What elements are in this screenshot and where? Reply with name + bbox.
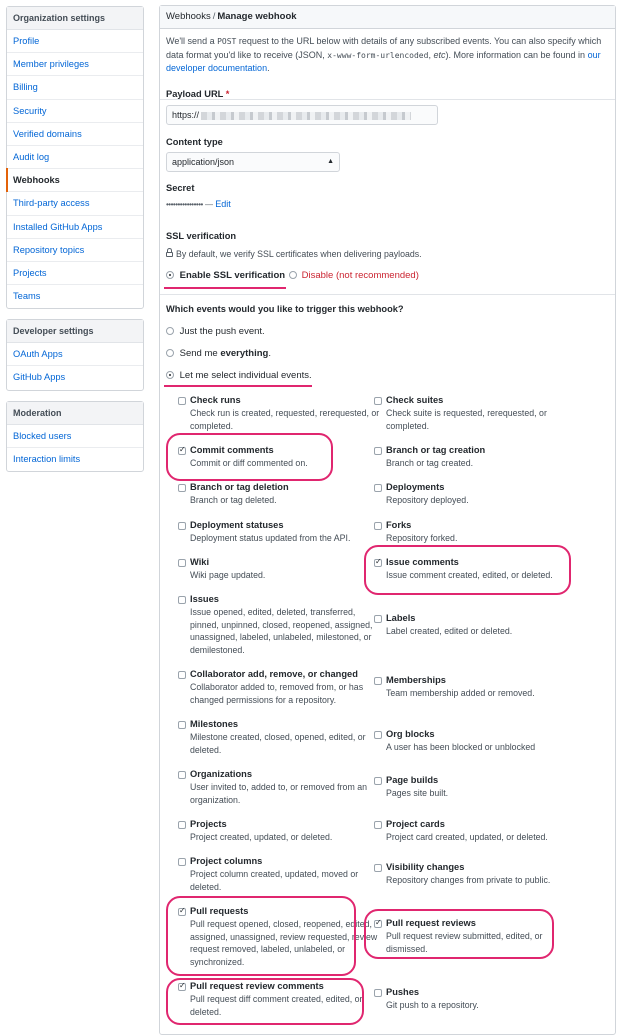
sidebar-item-projects[interactable]: Projects <box>7 262 143 285</box>
moderation-menu <box>6 401 144 472</box>
event-title-check-runs[interactable]: Check runs <box>190 395 241 405</box>
event-title-page-builds[interactable]: Page builds <box>386 775 439 785</box>
content-type-value: application/json <box>172 157 235 167</box>
event-desc-labels: Label created, edited or deleted. <box>386 626 513 636</box>
checkbox-organizations[interactable] <box>178 771 186 779</box>
lock-icon <box>166 252 173 257</box>
checkbox-milestones[interactable] <box>178 721 186 729</box>
highlight-pr-review-comments <box>166 978 364 1025</box>
event-desc-deployment-statuses: Deployment status updated from the API. <box>190 533 351 543</box>
event-title-project-columns[interactable]: Project columns <box>190 856 263 866</box>
event-desc-memberships: Team membership added or removed. <box>386 688 535 698</box>
sidebar-item-verified-domains[interactable]: Verified domains <box>7 123 143 146</box>
highlight-commit-comments <box>166 433 333 481</box>
payload-url-label <box>166 89 229 99</box>
checkbox-project-cards[interactable] <box>374 821 382 829</box>
content-type-select[interactable] <box>166 152 340 172</box>
event-title-organizations[interactable]: Organizations <box>190 769 252 779</box>
checkbox-projects[interactable] <box>178 821 186 829</box>
event-desc-pull-request-review-comments: Pull request diff comment created, edited, or deleted. <box>190 994 363 1017</box>
intro-code-post: POST <box>217 37 237 46</box>
checkbox-forks[interactable] <box>374 522 382 530</box>
event-desc-project-columns: Project column created, updated, moved or deleted. <box>190 869 359 892</box>
event-title-pull-request-reviews[interactable]: Pull request reviews <box>386 918 476 928</box>
highlight-pull-requests <box>166 896 356 976</box>
event-title-issues[interactable]: Issues <box>190 594 219 604</box>
manage-webhook-panel <box>159 5 616 1035</box>
everything-radio[interactable] <box>166 349 174 357</box>
ssl-disable-note: (not recommended) <box>335 270 419 281</box>
event-title-pull-request-review-comments[interactable]: Pull request review comments <box>190 981 324 991</box>
checkbox-branch-or-tag-creation[interactable] <box>374 447 382 455</box>
event-title-issue-comments[interactable]: Issue comments <box>386 557 459 567</box>
checkbox-deployment-statuses[interactable] <box>178 522 186 530</box>
checkbox-branch-or-tag-deletion[interactable] <box>178 484 186 492</box>
event-option-push[interactable] <box>166 326 265 337</box>
sidebar-item-billing[interactable]: Billing <box>7 76 143 99</box>
payload-url-input[interactable] <box>166 105 438 125</box>
checkbox-collaborator-add-remove-or-changed[interactable] <box>178 671 186 679</box>
ssl-disable-radio[interactable] <box>289 271 297 279</box>
developer-settings-menu <box>6 319 144 390</box>
checkbox-check-suites[interactable] <box>374 397 382 405</box>
checkbox-issues[interactable] <box>178 596 186 604</box>
event-title-wiki[interactable]: Wiki <box>190 557 210 567</box>
intro-part: , <box>428 49 434 60</box>
intro-etc: etc <box>433 49 446 60</box>
event-title-collaborator-add-remove-or-changed[interactable]: Collaborator add, remove, or changed <box>190 669 358 679</box>
checkbox-check-runs[interactable] <box>178 397 186 405</box>
secret-masked-value: •••••••••••••••• <box>166 200 203 209</box>
highlight-issue-comments <box>364 545 571 595</box>
sidebar-item-interaction-limits[interactable]: Interaction limits <box>13 453 81 464</box>
sidebar-item-blocked-users[interactable]: Blocked users <box>7 425 143 448</box>
secret-label: Secret <box>166 183 195 193</box>
secret-dash: — <box>202 200 216 209</box>
event-desc-page-builds: Pages site built. <box>386 788 449 798</box>
event-desc-forks: Repository forked. <box>386 533 458 543</box>
event-title-deployment-statuses[interactable]: Deployment statuses <box>190 520 284 530</box>
ssl-disable-option[interactable] <box>289 270 419 281</box>
ssl-note-text: By default, we verify SSL certificates when delivering payloads. <box>176 249 422 259</box>
moderation-heading: Moderation <box>7 402 143 425</box>
push-only-radio[interactable] <box>166 327 174 335</box>
event-desc-check-runs: Check run is created, requested, rerequested, or completed. <box>190 408 380 431</box>
select-individual-label: Let me select individual events. <box>179 370 312 381</box>
intro-part: . <box>267 63 270 74</box>
event-desc-commit-comments: Commit or diff commented on. <box>190 458 308 468</box>
checkbox-project-columns[interactable] <box>178 858 186 866</box>
event-title-project-cards[interactable]: Project cards <box>386 819 445 829</box>
content-type-label: Content type <box>166 137 223 147</box>
event-desc-pull-request-reviews: Pull request review submitted, edited, or dismissed. <box>386 931 543 954</box>
checkbox-visibility-changes[interactable] <box>374 864 382 872</box>
checkbox-deployments[interactable] <box>374 484 382 492</box>
sidebar-item-installed-github-apps[interactable]: Installed GitHub Apps <box>7 216 143 239</box>
divider <box>160 294 615 295</box>
ssl-verification-label: SSL verification <box>166 231 237 241</box>
event-desc-deployments: Repository deployed. <box>386 495 469 505</box>
sidebar-item-profile[interactable]: Profile <box>7 30 143 53</box>
event-desc-pushes: Git push to a repository. <box>386 1000 479 1010</box>
checkbox-memberships[interactable] <box>374 677 382 685</box>
org-settings-heading: Organization settings <box>7 7 143 30</box>
required-marker: * <box>225 89 230 99</box>
highlight-underline <box>164 385 312 387</box>
breadcrumb-webhooks-link[interactable]: Webhooks <box>166 11 211 22</box>
everything-label-suffix: . <box>268 348 271 359</box>
sidebar-item-audit-log[interactable]: Audit log <box>7 146 143 169</box>
event-desc-pull-requests: Pull request opened, closed, reopened, edited, assigned, unassigned, review requested, review request removed, labeled, unlabeled, or synchronized. <box>190 919 378 967</box>
event-title-branch-or-tag-creation[interactable]: Branch or tag creation <box>386 445 486 455</box>
developer-docs-link[interactable]: our developer documentation <box>166 49 601 74</box>
developer-settings-heading: Developer settings <box>7 320 143 343</box>
event-title-pull-requests[interactable]: Pull requests <box>190 906 249 916</box>
breadcrumb-separator: / <box>212 11 216 22</box>
ssl-note <box>166 249 422 259</box>
select-arrows-icon: ▲ <box>327 158 334 165</box>
intro-code-form: x-www-form-urlencoded <box>327 50 429 60</box>
payload-url-label-text: Payload URL <box>166 89 224 99</box>
event-title-deployments[interactable]: Deployments <box>386 482 445 492</box>
event-desc-branch-or-tag-deletion: Branch or tag deleted. <box>190 495 277 505</box>
intro-part: request to the URL below with details of any subscribed events. You can also specify which data format you'd like to receive (JSON, <box>166 36 602 60</box>
page-title: Manage webhook <box>217 11 297 22</box>
event-title-pushes[interactable]: Pushes <box>386 987 420 997</box>
secret-edit-link[interactable]: Edit <box>215 199 231 209</box>
checkbox-pushes[interactable] <box>374 989 382 997</box>
everything-label-prefix: Send me <box>179 348 221 359</box>
push-only-label: Just the push event. <box>179 326 265 337</box>
sidebar-item-webhooks[interactable]: Webhooks <box>7 169 143 192</box>
sidebar-item-third-party-access[interactable]: Third-party access <box>7 192 143 215</box>
checkbox-org-blocks[interactable] <box>374 731 382 739</box>
org-settings-menu <box>6 6 144 309</box>
intro-part: We'll send a <box>166 36 218 46</box>
sidebar-item-github-apps[interactable]: GitHub Apps <box>13 372 66 383</box>
checkbox-wiki[interactable] <box>178 559 186 567</box>
secret-row <box>166 199 231 209</box>
sidebar-item-security[interactable]: Security <box>7 100 143 123</box>
highlight-pull-request-reviews <box>364 909 554 959</box>
ssl-enable-option[interactable] <box>166 270 285 281</box>
sidebar-item-oauth-apps[interactable]: OAuth Apps <box>7 343 143 366</box>
event-title-visibility-changes[interactable]: Visibility changes <box>386 862 465 872</box>
event-title-labels[interactable]: Labels <box>386 613 416 623</box>
event-title-branch-or-tag-deletion[interactable]: Branch or tag deletion <box>190 482 289 492</box>
sidebar-item-teams[interactable]: Teams <box>13 291 41 302</box>
event-desc-organizations: User invited to, added to, or removed from an organization. <box>190 782 368 805</box>
event-desc-wiki: Wiki page updated. <box>190 570 266 580</box>
event-desc-check-suites: Check suite is requested, rerequested, or completed. <box>386 408 547 431</box>
event-desc-branch-or-tag-creation: Branch or tag created. <box>386 458 474 468</box>
ssl-enable-radio[interactable] <box>166 271 174 279</box>
event-title-forks[interactable]: Forks <box>386 520 412 530</box>
settings-sidebar <box>6 6 144 482</box>
event-desc-milestones: Milestone created, closed, opened, edited, or deleted. <box>190 732 366 755</box>
event-desc-issues: Issue opened, edited, deleted, transferred, pinned, unpinned, closed, reopened, assigned, unassigned, labeled, unlabeled, milestoned, or demilestoned. <box>190 607 373 655</box>
event-title-org-blocks[interactable]: Org blocks <box>386 729 435 739</box>
event-option-everything[interactable] <box>166 348 271 359</box>
everything-label-bold: everything <box>220 348 269 359</box>
intro-part: ). More information can be found in <box>445 49 588 60</box>
sidebar-item-member-privileges[interactable]: Member privileges <box>7 53 143 76</box>
checkbox-page-builds[interactable] <box>374 777 382 785</box>
event-desc-projects: Project created, updated, or deleted. <box>190 832 333 842</box>
event-desc-collaborator-add-remove-or-changed: Collaborator added to, removed from, or has changed permissions for a repository. <box>190 682 364 705</box>
event-title-milestones[interactable]: Milestones <box>190 719 239 729</box>
event-title-memberships[interactable]: Memberships <box>386 675 446 685</box>
sidebar-item-repository-topics[interactable]: Repository topics <box>7 239 143 262</box>
ssl-enable-label: Enable SSL verification <box>179 270 286 281</box>
event-title-commit-comments[interactable]: Commit comments <box>190 445 274 455</box>
event-desc-visibility-changes: Repository changes from private to public. <box>386 875 551 885</box>
event-option-select[interactable] <box>166 370 312 381</box>
select-individual-radio[interactable] <box>166 371 174 379</box>
highlight-underline <box>164 287 286 289</box>
event-title-check-suites[interactable]: Check suites <box>386 395 444 405</box>
event-desc-org-blocks: A user has been blocked or unblocked <box>386 742 536 752</box>
ssl-disable-label: Disable <box>301 270 334 281</box>
redacted-url <box>201 112 411 120</box>
checkbox-labels[interactable] <box>374 615 382 623</box>
payload-url-value: https:// <box>172 110 200 120</box>
events-question: Which events would you like to trigger this webhook? <box>166 304 404 314</box>
event-desc-issue-comments: Issue comment created, edited, or deleted. <box>386 570 553 580</box>
breadcrumb <box>160 6 615 29</box>
event-desc-project-cards: Project card created, updated, or deleted. <box>386 832 548 842</box>
event-title-projects[interactable]: Projects <box>190 819 227 829</box>
